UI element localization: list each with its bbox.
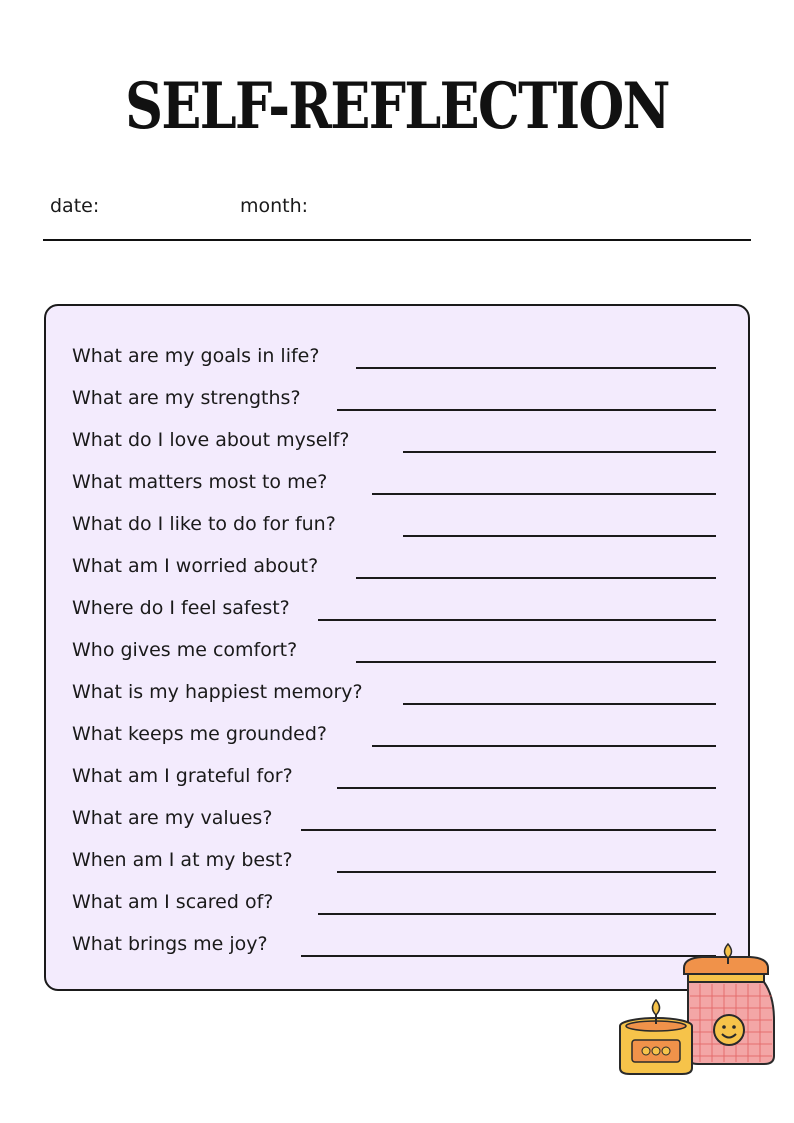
answer-line[interactable]: [318, 619, 716, 621]
answer-line[interactable]: [356, 661, 716, 663]
questions-panel: [44, 304, 750, 991]
candles-icon: [612, 940, 782, 1080]
answer-line[interactable]: [372, 493, 716, 495]
large-candle-jar: [684, 944, 774, 1064]
date-label: date:: [50, 195, 100, 217]
answer-line[interactable]: [403, 703, 716, 705]
question-row: [72, 636, 716, 666]
question-row: [72, 552, 716, 582]
question-text: What do I like to do for fun?: [72, 513, 336, 535]
answer-line[interactable]: [403, 451, 716, 453]
date-month-write-line[interactable]: [43, 239, 751, 241]
question-text: What do I love about myself?: [72, 429, 350, 451]
question-row: [72, 510, 716, 540]
question-row: [72, 762, 716, 792]
answer-line[interactable]: [318, 913, 716, 915]
question-text: What am I scared of?: [72, 891, 274, 913]
question-text: What are my goals in life?: [72, 345, 320, 367]
question-text: Where do I feel safest?: [72, 597, 290, 619]
question-row: [72, 426, 716, 456]
answer-line[interactable]: [301, 829, 716, 831]
question-row: [72, 678, 716, 708]
question-text: When am I at my best?: [72, 849, 293, 871]
question-row: [72, 804, 716, 834]
page-title: SELF-REFLECTION: [125, 69, 669, 144]
answer-line[interactable]: [337, 871, 716, 873]
question-row: [72, 846, 716, 876]
answer-line[interactable]: [337, 409, 716, 411]
question-text: What keeps me grounded?: [72, 723, 327, 745]
question-text: What am I worried about?: [72, 555, 319, 577]
answer-line[interactable]: [372, 745, 716, 747]
question-text: What am I grateful for?: [72, 765, 293, 787]
answer-line[interactable]: [356, 577, 716, 579]
question-text: What is my happiest memory?: [72, 681, 363, 703]
question-text: What brings me joy?: [72, 933, 268, 955]
question-text: What matters most to me?: [72, 471, 328, 493]
question-row: [72, 888, 716, 918]
question-row: [72, 720, 716, 750]
question-row: [72, 468, 716, 498]
answer-line[interactable]: [337, 787, 716, 789]
question-text: What are my strengths?: [72, 387, 301, 409]
question-row: [72, 384, 716, 414]
question-row: [72, 594, 716, 624]
month-label: month:: [240, 195, 309, 217]
answer-line[interactable]: [403, 535, 716, 537]
question-row: [72, 342, 716, 372]
question-text: What are my values?: [72, 807, 273, 829]
answer-line[interactable]: [356, 367, 716, 369]
question-text: Who gives me comfort?: [72, 639, 298, 661]
small-candle-tin: [620, 1000, 692, 1074]
